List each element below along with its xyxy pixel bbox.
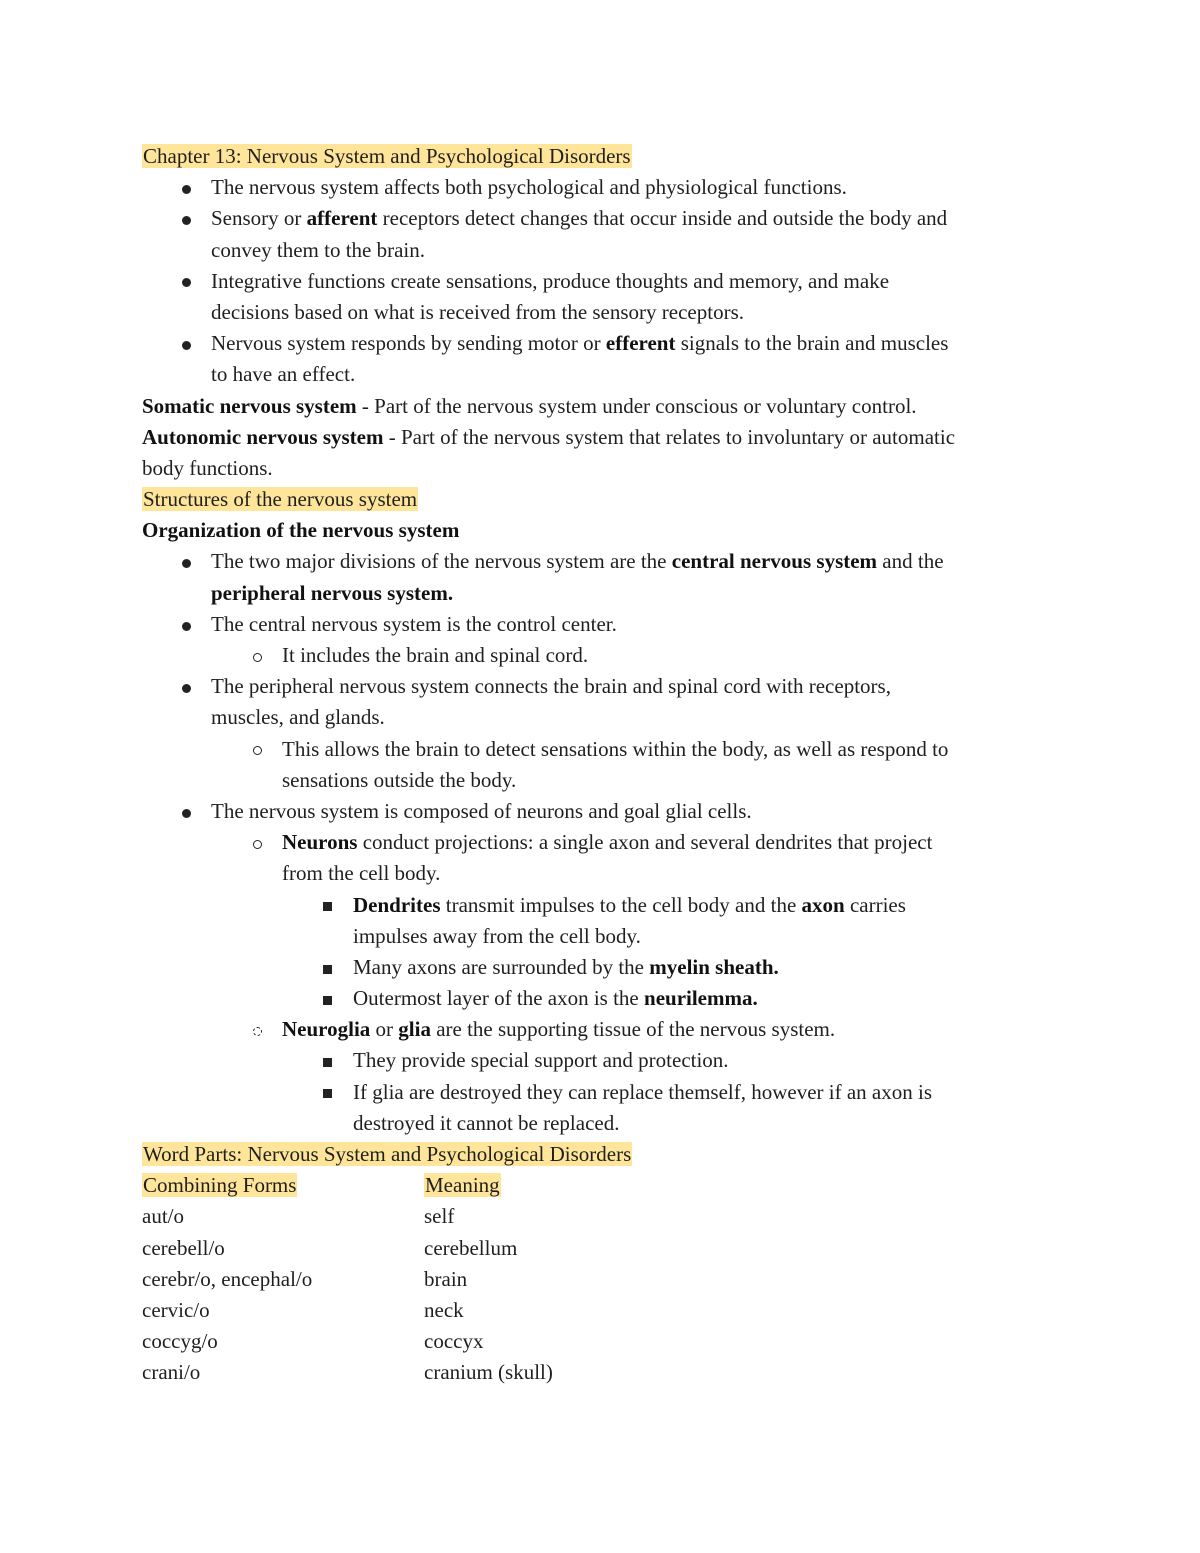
table-cell: cranium (skull): [424, 1360, 553, 1385]
sub-list-item-continuation: from the cell body.: [282, 861, 441, 886]
sub-list-item: It includes the brain and spinal cord.: [142, 640, 1072, 671]
bullet-square-icon: [317, 983, 337, 1014]
table-cell: neck: [424, 1297, 464, 1322]
list-item-continuation: decisions based on what is received from the sensory receptors.: [211, 299, 744, 324]
bullet-dot-icon: [176, 796, 196, 827]
structures-heading: Structures of the nervous system: [143, 487, 418, 512]
bullet-circle-icon: [247, 640, 267, 671]
list-item: Nervous system responds by sending motor or efferent signals to the brain and muscles: [142, 328, 1072, 359]
word-parts-heading: Word Parts: Nervous System and Psychological Disorders: [143, 1142, 632, 1166]
table-cell: cerebell/o: [142, 1235, 225, 1260]
autonomic-definition: Autonomic nervous system - Part of the nervous system that relates to involuntary or automatic: [142, 424, 956, 449]
table-row: [142, 1326, 1072, 1357]
bullet-dot-icon: [176, 203, 196, 234]
table-header-cell: Combining Forms: [143, 1173, 297, 1198]
table-cell: coccyg/o: [142, 1329, 218, 1354]
bullet-circle-icon: [247, 734, 267, 765]
table-header-row: [142, 1170, 1072, 1201]
autonomic-definition-continuation: body functions.: [142, 455, 273, 480]
bullet-square-icon: [317, 952, 337, 983]
bullet-dot-icon: [176, 328, 196, 359]
list-item-continuation: peripheral nervous system.: [211, 580, 454, 605]
list-item: The two major divisions of the nervous system are the central nervous system and the: [142, 546, 1072, 577]
list-item: The nervous system is composed of neurons and goal glial cells.: [142, 796, 1072, 827]
table-cell: coccyx: [424, 1329, 484, 1354]
table-cell: brain: [424, 1266, 468, 1291]
bullet-dot-icon: [176, 546, 196, 577]
bullet-dot-icon: [176, 609, 196, 640]
sub-list-item-continuation: sensations outside the body.: [282, 767, 517, 792]
sub-sub-list-item-continuation: destroyed it cannot be replaced.: [353, 1110, 620, 1135]
somatic-definition: Somatic nervous system - Part of the nervous system under conscious or voluntary control.: [142, 393, 917, 418]
document-body: [142, 141, 1072, 1389]
bullet-square-icon: [317, 890, 337, 921]
bullet-dot-icon: [176, 266, 196, 297]
table-cell: cervic/o: [142, 1297, 210, 1322]
table-row: [142, 1201, 1072, 1232]
sub-sub-list-item: Outermost layer of the axon is the neurilemma.: [142, 983, 1072, 1014]
bullet-dot-icon: [176, 671, 196, 702]
sub-list-item: This allows the brain to detect sensations within the body, as well as respond to: [142, 734, 1072, 765]
list-item-continuation: muscles, and glands.: [211, 705, 385, 730]
list-item: The nervous system affects both psychological and physiological functions.: [142, 172, 1072, 203]
table-row: [142, 1357, 1072, 1388]
table-cell: cerebellum: [424, 1235, 518, 1260]
sub-sub-list-item: They provide special support and protection.: [142, 1045, 1072, 1076]
sub-sub-list-item: Dendrites transmit impulses to the cell body and the axon carries: [142, 890, 1072, 921]
list-item-continuation: convey them to the brain.: [211, 237, 426, 262]
list-item-continuation: to have an effect.: [211, 362, 356, 387]
table-cell: self: [424, 1204, 455, 1229]
table-header-cell: Meaning: [425, 1173, 500, 1198]
bullet-circle-icon: [247, 1014, 267, 1045]
sub-sub-list-item: If glia are destroyed they can replace themself, however if an axon is: [142, 1077, 1072, 1108]
chapter-heading: Chapter 13: Nervous System and Psychological Disorders: [143, 144, 631, 168]
bullet-circle-icon: [247, 827, 267, 858]
organization-heading: Organization of the nervous system: [142, 518, 460, 543]
list-item: Sensory or afferent receptors detect changes that occur inside and outside the body and: [142, 203, 1072, 234]
sub-sub-list-item: Many axons are surrounded by the myelin sheath.: [142, 952, 1072, 983]
sub-list-item: Neuroglia or glia are the supporting tissue of the nervous system.: [142, 1014, 1072, 1045]
list-item: Integrative functions create sensations, produce thoughts and memory, and make: [142, 266, 1072, 297]
list-item: The central nervous system is the control center.: [142, 609, 1072, 640]
table-cell: aut/o: [142, 1204, 184, 1229]
table-cell: crani/o: [142, 1360, 201, 1385]
bullet-square-icon: [317, 1077, 337, 1108]
sub-sub-list-item-continuation: impulses away from the cell body.: [353, 923, 641, 948]
table-row: [142, 1264, 1072, 1295]
table-row: [142, 1233, 1072, 1264]
bullet-dot-icon: [176, 172, 196, 203]
table-cell: cerebr/o, encephal/o: [142, 1266, 313, 1291]
sub-list-item: Neurons conduct projections: a single axon and several dendrites that project: [142, 827, 1072, 858]
bullet-square-icon: [317, 1045, 337, 1076]
table-row: [142, 1295, 1072, 1326]
list-item: The peripheral nervous system connects the brain and spinal cord with receptors,: [142, 671, 1072, 702]
